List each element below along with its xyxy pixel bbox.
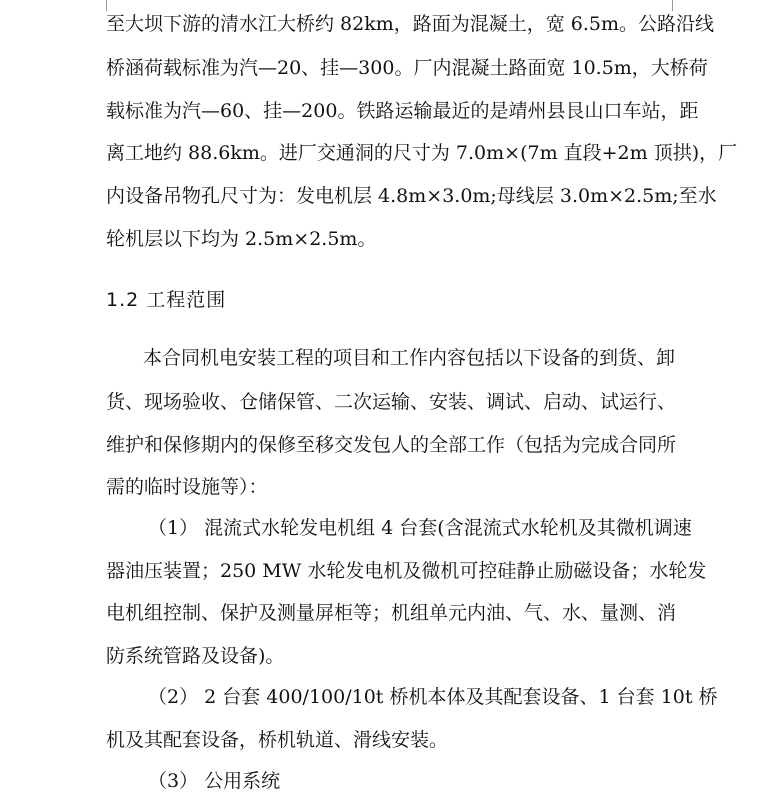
margin-corner-mark-right xyxy=(672,0,685,11)
list-item-line: 机及其配套设备，桥机轨道、滑线安装。 xyxy=(106,729,449,751)
paragraph-line: 内设备吊物孔尺寸为：发电机层 4.8m×3.0m;母线层 3.0m×2.5m;至水 xyxy=(106,185,717,207)
paragraph-line: 货、现场验收、仓储保管、二次运输、安装、调试、启动、试运行、 xyxy=(106,391,677,413)
list-item-line: 电机组控制、保护及测量屏柜等；机组单元内油、气、水、量测、消 xyxy=(106,602,677,624)
list-item-line: 器油压装置；250 MW 水轮发电机及微机可控硅静止励磁设备；水轮发 xyxy=(106,560,707,582)
paragraph-line: 本合同机电安装工程的项目和工作内容包括以下设备的到货、卸 xyxy=(143,347,676,369)
list-item-line: （1） 混流式水轮发电机组 4 台套(含混流式水轮机及其微机调速 xyxy=(148,517,692,539)
paragraph-line: 维护和保修期内的保修至移交发包人的全部工作（包括为完成合同所 xyxy=(106,434,677,456)
list-item-line: （2） 2 台套 400/100/10t 桥机本体及其配套设备、1 台套 10t 桥 xyxy=(148,686,718,708)
section-heading: 1.2 工程范围 xyxy=(106,289,227,311)
paragraph-line: 轮机层以下均为 2.5m×2.5m。 xyxy=(106,228,377,250)
paragraph-line: 至大坝下游的清水江大桥约 82km，路面为混凝土，宽 6.5m。公路沿线 xyxy=(106,13,715,35)
paragraph-line: 需的临时设施等）： xyxy=(106,476,268,498)
list-item-line: 防系统管路及设备)。 xyxy=(106,645,285,667)
paragraph-line: 桥涵荷载标准为汽—20、挂—300。厂内混凝土路面宽 10.5m，大桥荷 xyxy=(106,57,708,79)
paragraph-line: 载标准为汽—60、挂—200。铁路运输最近的是靖州县艮山口车站，距 xyxy=(106,100,699,122)
margin-corner-mark-left xyxy=(94,0,107,11)
paragraph-line: 离工地约 88.6km。进厂交通洞的尺寸为 7.0m×(7m 直段+2m 顶拱)，厂 xyxy=(106,142,738,164)
list-item-line: （3） 公用系统 xyxy=(148,770,281,792)
